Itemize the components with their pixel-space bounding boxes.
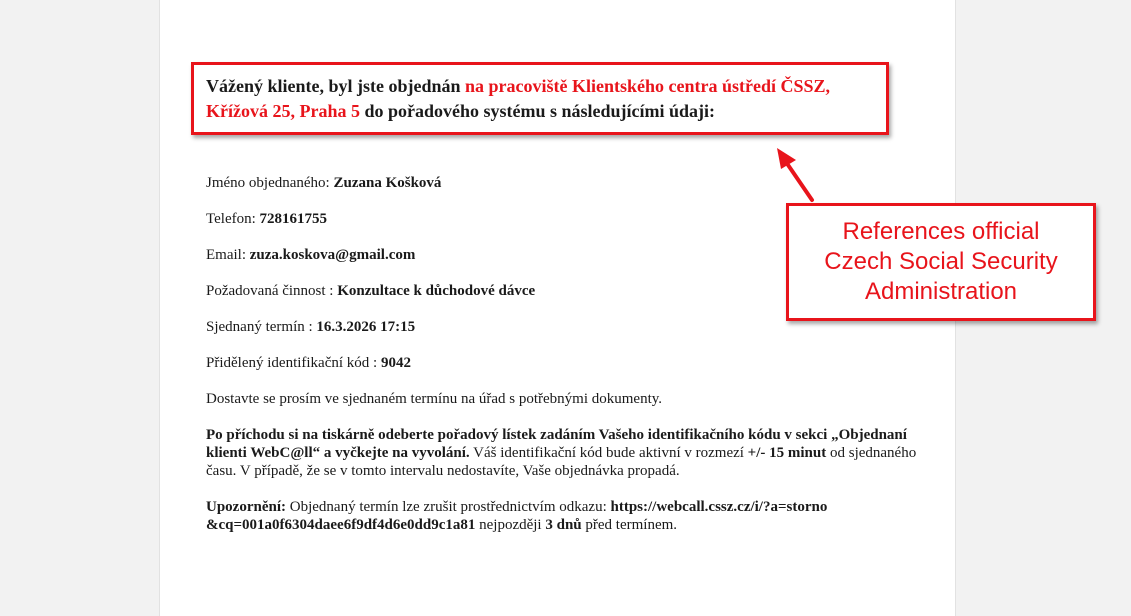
field-value: 16.3.2026 17:15 <box>316 319 416 335</box>
intro-address-highlight: Křížová 25, Praha 5 <box>206 101 360 121</box>
intro-text-end: do pořadového systému s následujícími údaji: <box>359 101 716 121</box>
ticket-instruction-text: Váš identifikační kód bude aktivní v rozmezí <box>469 445 748 461</box>
warning-text-3: před termínem. <box>581 517 678 533</box>
ticket-window: +/- 15 minut <box>747 445 827 461</box>
field-email <box>206 246 415 264</box>
field-label: Email: <box>206 247 250 263</box>
cancel-warning <box>206 498 836 534</box>
intro-office-highlight: na pracoviště Klientského centra ústředí ČSSZ, <box>465 76 831 96</box>
intro-text: Vážený kliente, byl jste objednán <box>206 76 466 96</box>
field-phone <box>206 210 327 228</box>
ticket-instruction-text-end: od sjednaného času. V případě, že se v tomto intervalu nedostavíte, Vaše objednávka propadá. <box>206 445 917 479</box>
cancel-link[interactable]: https://webcall.cssz.cz/i/?a=storno&cq=001a0f6304daee6f9df4d6e0dd9c1a81 <box>206 499 828 533</box>
field-label: Přidělený identifikační kód : <box>206 355 381 371</box>
field-value: Konzultace k důchodové dávce <box>337 283 536 299</box>
arrive-instruction: Dostavte se prosím ve sjednaném termínu na úřad s potřebnými dokumenty. <box>206 391 663 407</box>
field-name <box>206 174 441 192</box>
warning-text: Objednaný termín lze zrušit prostřednictvím odkazu: <box>286 499 611 515</box>
field-value: 9042 <box>380 355 411 371</box>
annotation-callout <box>786 203 1096 321</box>
annotation-arrow-icon <box>760 140 830 210</box>
field-value: 728161755 <box>259 211 328 227</box>
field-value: Zuzana Košková <box>333 175 442 191</box>
field-code <box>206 354 411 372</box>
ticket-instruction-bold: Po příchodu si na tiskárně odeberte pořadový lístek zadáním Vašeho identifikačního kódu v sekci „Objednaní klienti WebC@ll“ a vyčkejte na vyvolání. <box>206 427 907 461</box>
field-label: Jméno objednaného: <box>206 175 334 191</box>
field-label: Telefon: <box>206 211 260 227</box>
field-label: Požadovaná činnost : <box>206 283 338 299</box>
annotation-callout-text: References official Czech Social Security Administration <box>824 218 1058 305</box>
warning-days: 3 dnů <box>545 517 582 533</box>
field-label: Sjednaný termín : <box>206 319 317 335</box>
ticket-instruction <box>206 426 918 480</box>
field-term <box>206 318 415 336</box>
intro-paragraph <box>206 74 886 124</box>
field-value: zuza.koskova@gmail.com <box>249 247 416 263</box>
field-activity <box>206 282 535 300</box>
warning-label: Upozornění: <box>206 499 286 515</box>
warning-text-2: nejpozději <box>475 517 546 533</box>
